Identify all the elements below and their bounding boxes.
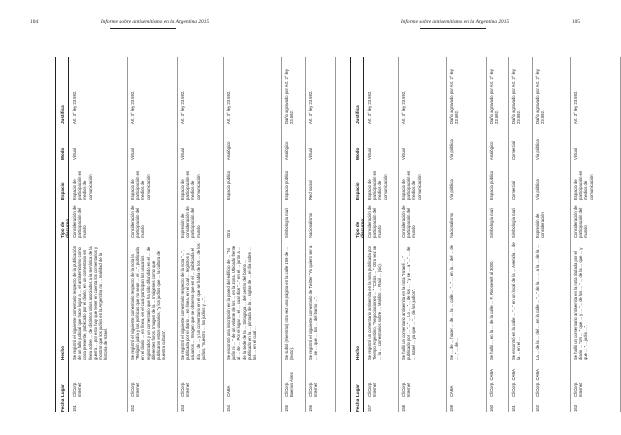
table-row [223,57,282,412]
cell-justifica: Art. 3° ley 23.592. [130,90,135,124]
cell-lugar: Cl/Corp. Internet [573,381,584,397]
cell-hecho: Se registró el siguiente comentario de Twitter "Yo quiero ver a ... se ... que ... los ... del barrio ...". [308,245,319,360]
cell-hecho: Se halló un comentario antisemita en la nota "Israelí ... " publicado por ... "..." ... Lo ... "... de los ... " y se ... a "..." ... de ... Israel ... ya que ... "... de los judíos". [401,246,417,360]
cell-tipo: Simbología nazi [284,208,289,238]
cell-lugar: Cl/Corp. CABA [489,369,494,397]
page-number: 105 [571,19,580,25]
cell-justifica: Art. 3° ley 23.592. [226,90,231,124]
table-row [508,57,533,412]
cell-tipo: Otro [226,229,231,238]
cell-modo: Virtual [72,148,77,160]
cell-lugar: Cl/Corp. Internet [180,381,191,397]
cell-fecha: 163 [573,405,578,412]
cell-fecha: 157 [367,405,372,412]
running-header [30,19,280,33]
col-fecha: Fecha [355,398,360,412]
table-row [570,57,621,412]
table-header [55,57,69,412]
cell-espacio: Espacio de participación en medios de comunicación [72,170,93,200]
cell-justifica: Art. 3° ley 23.592. [180,90,185,124]
header-rule [420,28,486,29]
table-row [398,57,447,412]
cell-modo: Virtual [130,148,135,160]
cell-lugar: CABA [449,385,454,397]
incidents-table [350,57,594,412]
cell-espacio: Espacio público [489,170,494,200]
cell-justifica: Art. 3° ley 23.592. [308,90,313,124]
cell-hecho: Se registró el siguiente comentario respecto de la publicación de un fallo judicial que hace lugar a ... el antisemitismo como cosa presente, publicado por el diario, en un comentario en línea sobre ... de distintos sitios asociados a la temática de la guerra ... por esto hay que tener en cuenta los comentarios y mostrar que los judíos en la Argentina no ... realidad de la historia de Israel. [72,245,109,360]
cell-tipo: Consideración de participación del mundo [130,205,146,238]
cell-espacio: Espacio de participación en medios de comunicación [180,170,201,200]
cell-tipo: Consideración de participación del mundo [401,205,417,238]
incidents-table [55,57,319,412]
cell-modo: Vía pública [449,139,454,160]
cell-hecho: Se subió (mientras) otra vez una página en la calle 159 de ... (texto). [284,247,295,360]
cell-espacio: Comercial [511,181,516,200]
cell-lugar: Cl/Corp. Internet [308,381,319,397]
cell-hecho: Se ... de ... hacer ... de ... la ... calle ... "..." ... en la ... del ... de ... ," ... de ... [449,245,460,360]
cell-justifica: Daño agravado por Art. 2° ley 23.592. [489,69,500,124]
cell-modo: Comercial [511,141,516,160]
cell-fecha: 154 [226,405,231,412]
cell-modo: Virtual [308,148,313,160]
cell-hecho: La ... de la ... del ... en la calle ... "..." de la ... ... a la ... de la ... [535,245,540,360]
cell-hecho: Se encontró en la calle ... "..." en un local de la ... Avenida ... de la ... en el ... [511,242,522,360]
table-row [532,57,571,412]
table-header [350,57,364,412]
col-justifica: Justifica [60,105,65,124]
cell-fecha: 160 [489,405,494,412]
cell-tipo: Nacionalismo [308,212,313,238]
cell-modo: Virtual [401,148,406,160]
cell-fecha: 159 [449,405,454,412]
running-header [330,19,580,33]
cell-tipo: Consideración de participación del mundo [573,205,589,238]
cell-justifica: Daño agravado por Art. 2° ley 23.592. [535,69,546,124]
cell-tipo: Simbología nazi [489,208,494,238]
cell-modo: Virtual [573,148,578,160]
cell-tipo: Expresión de consideración de participación del mundo [180,206,201,238]
cell-fecha: 158 [401,405,406,412]
cell-fecha: 153 [180,405,185,412]
col-espacio: Espacio [355,182,360,200]
cell-hecho: Se encontró una inscripción en la pared del edificio de ... "Ni judío ni ... " de un volante de los ... en la zona. Ubicado frente al ... de ... Por el lugar ... el ... cual dice "..." en el ... junto a ... de la sede de la ... Sinagoga ... del centro del barrio ... publicado en la ... pintada de la ... siglas de ... el día sobre ... los ... en el cual ... [226,245,258,360]
cell-lugar: Cl/Corp. CABA [511,369,516,397]
cell-modo: Analógico [226,141,231,160]
cell-tipo: Consideración de participación del mundo [367,205,383,238]
cell-justifica: Daño agravado por Art. 2° ley 23.592. [511,69,522,124]
table-row [127,57,178,412]
cell-justifica: Daño agravado por Art. 2° ley 23.592. [449,69,460,124]
cell-lugar: CABA [226,385,231,397]
cell-fecha: 161 [511,405,516,412]
cell-justifica: Art. 3° ley 23.592. [573,90,578,124]
cell-espacio: Vía pública [449,179,454,200]
col-fecha: Fecha [60,398,65,412]
table-row [177,57,224,412]
cell-modo: Vía pública [535,139,540,160]
cell-lugar: Cl/Corp. CABA [535,369,540,397]
cell-tipo: Nacionalismo [449,212,454,238]
cell-modo: Analógico [284,141,289,160]
cell-espacio: Red social [308,180,313,200]
cell-modo: Analógico [489,141,494,160]
cell-hecho: Se registró un comentario antisemita en la nota publicada por Tiempo Argentino, "Negociaciones ... " "Crisis ... " Otra vez se ... la ... comentarios sobre ... Maldito ... Raúl ... (sic). [367,245,383,360]
col-hecho: Hecho [355,345,360,360]
cell-justifica: Art. 3° ley 23.592. [367,90,372,124]
cell-hecho: Se registró el siguiente comentario respecto de la nota la "Religión judía y las políticas que no sean ... el ...", publicada en el diario ... en línea, en el cual participan los usuarios registrados y un comentario que ha sido difundido en el ... de diferentes foros. Imagen de la ... Imágenes como que publicaron estos usuarios, "y los judíos que ... la cultura de nuestra cultura". [130,246,167,360]
table-row [364,57,399,412]
running-title: Informe sobre antisemitismo en la Argentina 2015 [100,19,210,25]
table-row [446,57,487,412]
header-rule [110,28,176,29]
col-espacio: Espacio [60,182,65,200]
col-lugar: Lugar [355,384,360,397]
cell-lugar: Cl/Corp. Internet [72,381,83,397]
col-tipo: Tipo de discurso [355,218,365,238]
cell-lugar: Cl/Corp. Internet [130,381,141,397]
table-row [486,57,509,412]
cell-justifica: Art. 3° ley 23.592. [72,90,77,124]
cell-espacio: Espacio público [284,170,289,200]
cell-espacio: Espacio de participación en medios de comunicación [573,170,594,200]
cell-fecha: 155 [284,405,289,412]
cell-tipo: Simbología nazi [511,208,516,238]
cell-lugar: Cl/Corp. Internet [401,381,412,397]
cell-fecha: 152 [130,405,135,412]
col-tipo: Tipo de discurso [60,218,70,238]
cell-tipo: Expresión de consideración [535,212,546,238]
col-justifica: Justifica [355,105,360,124]
cell-modo: Virtual [180,148,185,160]
page-number: 104 [30,19,39,25]
cell-espacio: Espacio de participación en medios de comunicación [401,170,422,200]
running-title: Informe sobre antisemitismo en la Argentina 2015 [400,19,510,25]
cell-hecho: Se registró el siguiente comentario respecto de la nota "...", publicada por el diario ... en línea, en el cual ... registros y usuarios ... Imagen que se observa que en el ... publicada el día ... de ... y un comentario en el que se habla de los ... de los judíos, "nuestro ... los judíos y ...". [180,243,206,360]
table-row [69,57,128,412]
cell-espacio: Espacio de participación en medios de comunicación [367,170,388,200]
cell-espacio: Espacio público [226,170,231,200]
cell-lugar: Cl/Corp. Internet [367,381,378,397]
col-lugar: Lugar [60,384,65,397]
cell-lugar: Cl/Corp. Buenos Aires [284,372,295,397]
cell-fecha: 156 [308,405,313,412]
col-modo: Modo [355,147,360,160]
right-page [300,0,600,435]
cell-tipo: Consideración de participación del mundo [72,205,88,238]
cell-justifica: Daño agravado por Art. 2° ley 23.592. [284,69,295,124]
cell-justifica: Art. 3° ley 23.592. [401,90,406,124]
cell-modo: Virtual [367,148,372,160]
cell-hecho: Se halló ... en la ... de la calle ... F. Roosevelt al 3000. [489,260,494,360]
col-hecho: Hecho [60,345,65,360]
cell-fecha: 151 [72,405,77,412]
cell-hecho: Se halló un comentario antisemita en la nota titulada por el diario ... "Un ... " que ... y ... "... de los ... " ... de la ... que ... y que ... "... judío ...". [573,247,589,360]
col-modo: Modo [60,147,65,160]
cell-espacio: Espacio de participación en medios de comunicación [130,170,151,200]
cell-espacio: Vía pública [535,179,540,200]
cell-fecha: 162 [535,405,540,412]
